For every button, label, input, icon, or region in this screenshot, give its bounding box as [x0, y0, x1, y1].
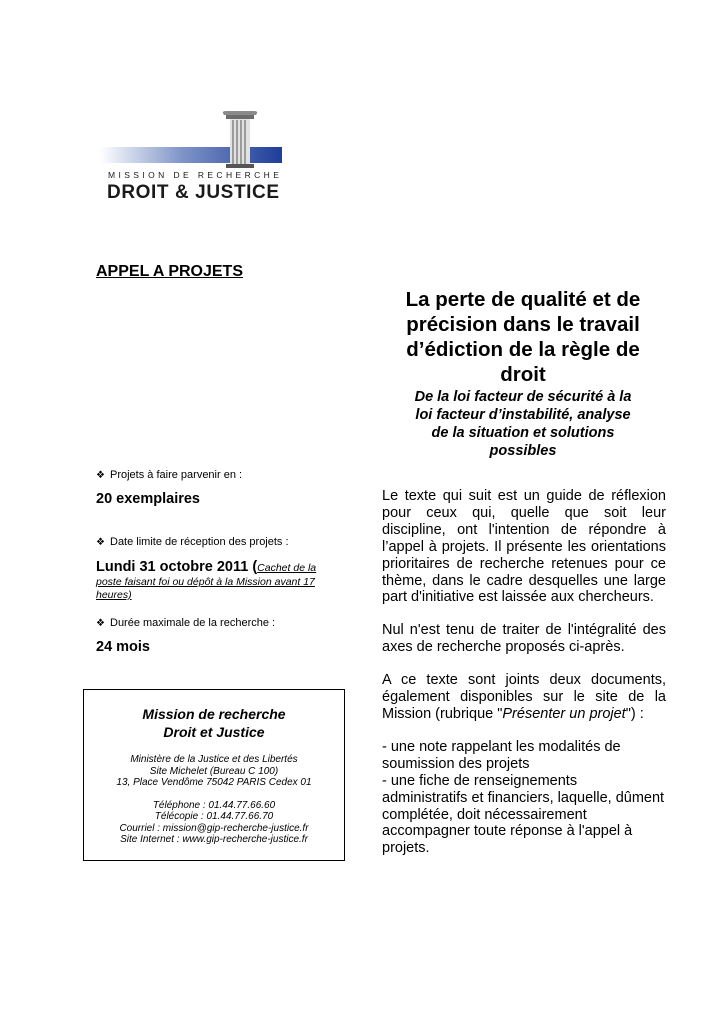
- body-paragraph: [382, 672, 666, 723]
- main-title-line: droit: [500, 363, 546, 386]
- call-heading: APPEL A PROJETS: [96, 263, 243, 280]
- body-text-span: A ce texte sont joints deux documents, également disponibles sur le site de la Mission (rubrique ": [382, 672, 666, 722]
- deadline-note: Cachet de la: [257, 562, 317, 574]
- body-text-span: ") :: [625, 705, 644, 722]
- address-line: Ministère de la Justice et des Libertés: [130, 754, 298, 765]
- subtitle-line: possibles: [489, 443, 557, 459]
- contact-address: [84, 754, 344, 789]
- address-line: Site Michelet (Bureau C 100): [149, 765, 279, 777]
- main-title-line: précision dans le travail: [406, 313, 640, 336]
- contact-name-line: Droit et Justice: [163, 724, 265, 740]
- subtitle-line: De la loi facteur de sécurité à la: [414, 389, 632, 405]
- copies-label-text: Projets à faire parvenir en :: [110, 469, 243, 481]
- logo-text-line2: DROIT & JUSTICE: [107, 182, 280, 203]
- contact-details: [84, 800, 344, 846]
- subtitle: [382, 388, 664, 460]
- contact-fax: Télécopie : 01.44.77.66.70: [154, 811, 274, 822]
- list-item: - une note rappelant les modalités de soumission des projets: [382, 738, 621, 772]
- diamond-bullet-icon: ❖: [96, 537, 105, 548]
- logo-emblem: [100, 110, 285, 170]
- contact-phone: Téléphone : 01.44.77.66.60: [152, 799, 276, 811]
- copies-label: [96, 465, 346, 483]
- subtitle-line: de la situation et solutions: [431, 425, 615, 441]
- main-title-line: La perte de qualité et de: [405, 288, 641, 311]
- title-block: [382, 287, 664, 460]
- contact-name: [84, 705, 344, 741]
- diamond-bullet-icon: ❖: [96, 618, 105, 629]
- deadline-note: poste faisant foi ou dépôt à la Mission avant 17: [96, 576, 315, 588]
- deadline-label-text: Date limite de réception des projets :: [110, 536, 289, 548]
- subtitle-line: loi facteur d’instabilité, analyse: [415, 407, 631, 423]
- copies-value: 20 exemplaires: [96, 491, 200, 507]
- deadline-label: [96, 532, 346, 550]
- logo-text-line1: MISSION DE RECHERCHE: [108, 170, 283, 180]
- list-item: - une fiche de renseignements administratifs et financiers, laquelle, dûment complétée, doit nécessairement accompagner toute réponse à l'appel à projets.: [382, 772, 665, 857]
- duration-value: 24 mois: [96, 639, 150, 655]
- body-italic-span: Présenter un projet: [502, 705, 626, 722]
- deadline-note: heures): [96, 589, 132, 601]
- diamond-bullet-icon: ❖: [96, 470, 105, 481]
- main-title-line: d’édiction de la règle de: [406, 338, 640, 361]
- body-text: [382, 488, 666, 857]
- main-title: [382, 287, 664, 387]
- contact-website: Site Internet : www.gip-recherche-justice.fr: [120, 834, 308, 845]
- duration-label: [96, 613, 346, 631]
- body-paragraph: Le texte qui suit est un guide de réflexion pour ceux qui, quelle que soit leur discipline, ont l'intention de répondre à l’appel à projets. Il présente les orientations prioritaires de recherche retenues pour ce thème, dans le cadre desquelles une large part d'initiative est laissée aux chercheurs.: [382, 488, 666, 606]
- duration-label-text: Durée maximale de la recherche :: [110, 617, 276, 629]
- deadline-value: [96, 558, 336, 576]
- body-paragraph: Nul n'est tenu de traiter de l'intégralité des axes de recherche proposés ci-après.: [382, 622, 666, 656]
- deadline-block: [96, 558, 336, 602]
- contact-email: Courriel : mission@gip-recherche-justice.fr: [119, 822, 309, 834]
- address-line: 13, Place Vendôme 75042 PARIS Cedex 01: [116, 777, 312, 788]
- contact-name-line: Mission de recherche: [142, 706, 286, 722]
- contact-box: [83, 689, 345, 861]
- logo: [100, 110, 285, 210]
- deadline-date: Lundi 31 octobre 2011 (: [96, 559, 258, 575]
